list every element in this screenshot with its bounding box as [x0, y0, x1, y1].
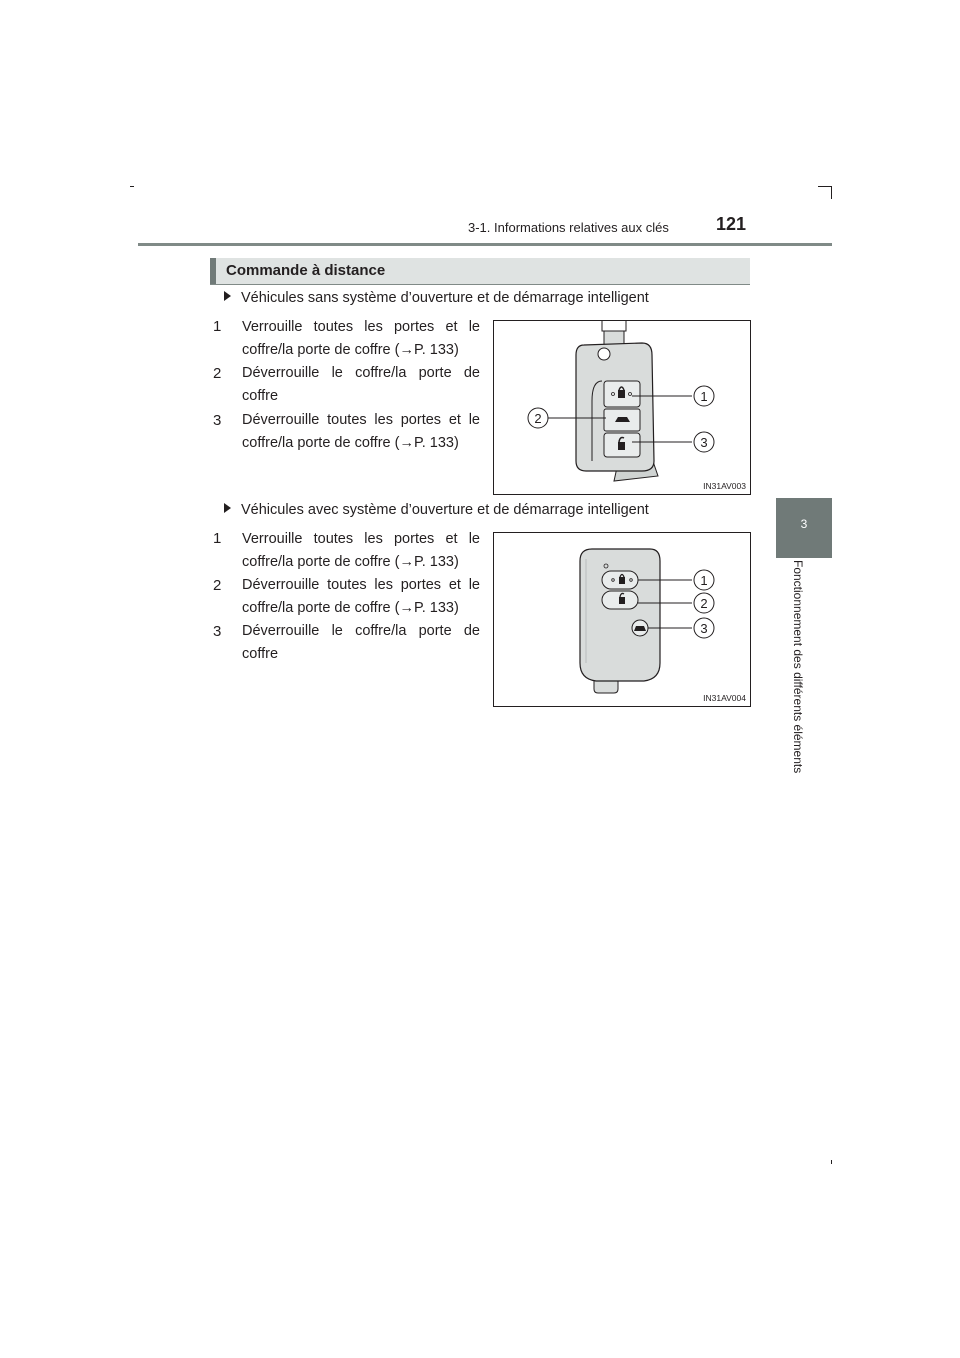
callout-2: 2 — [534, 411, 542, 426]
callout-3: 3 — [700, 435, 708, 450]
group-heading-text: Véhicules avec système d’ouverture et de démarrage intelligent — [241, 502, 649, 518]
callout-3: 3 — [700, 621, 708, 636]
figure-code: IN31AV003 — [703, 481, 746, 491]
triangle-bullet-icon — [224, 291, 231, 301]
figure-folding-key — [493, 320, 751, 495]
item-text: Déverrouille le coffre/la porte de coffre — [242, 365, 480, 404]
item-number: 1 — [213, 318, 222, 335]
item-text: Verrouille toutes les portes et le coffre/la porte de coffre (→P. 133) — [242, 319, 480, 358]
section-accent — [210, 258, 216, 284]
figure-smart-key — [493, 532, 751, 707]
item-number: 2 — [213, 365, 222, 382]
section-title: Commande à distance — [226, 262, 386, 279]
item-text: Déverrouille le coffre/la porte de coffre — [242, 623, 480, 662]
callout-1: 1 — [700, 573, 708, 588]
chapter-title: Fonctionnement des différents éléments — [791, 560, 805, 774]
item-text: Déverrouille toutes les portes et le coffre/la porte de coffre (→P. 133) — [242, 412, 480, 451]
page-number: 121 — [716, 214, 747, 234]
item-number: 1 — [213, 530, 222, 547]
group-2-heading — [224, 502, 649, 518]
group-1-heading — [224, 290, 649, 306]
item-number: 3 — [213, 623, 222, 640]
group-heading-text: Véhicules sans système d’ouverture et de démarrage intelligent — [241, 290, 649, 306]
figure-code: IN31AV004 — [703, 693, 746, 703]
header-rule — [138, 243, 832, 246]
crop-mark-top-right-h — [818, 186, 832, 187]
crop-mark-top-left — [130, 186, 134, 187]
crop-mark-bottom-right — [831, 1160, 832, 1164]
item-number: 3 — [213, 412, 222, 429]
folding-key-illustration — [494, 321, 750, 494]
chapter-number: 3 — [800, 517, 808, 531]
item-text: Déverrouille toutes les portes et le coffre/la porte de coffre (→P. 133) — [242, 577, 480, 616]
item-number: 2 — [213, 577, 222, 594]
triangle-bullet-icon — [224, 503, 231, 513]
callout-1: 1 — [700, 389, 708, 404]
crop-mark-top-right — [831, 186, 832, 199]
item-text: Verrouille toutes les portes et le coffre/la porte de coffre (→P. 133) — [242, 531, 480, 570]
running-header: 3-1. Informations relatives aux clés — [468, 220, 669, 235]
callout-2: 2 — [700, 596, 708, 611]
chapter-title-vertical — [791, 560, 807, 800]
section-heading-bar — [210, 258, 750, 285]
smart-key-illustration — [494, 533, 750, 706]
